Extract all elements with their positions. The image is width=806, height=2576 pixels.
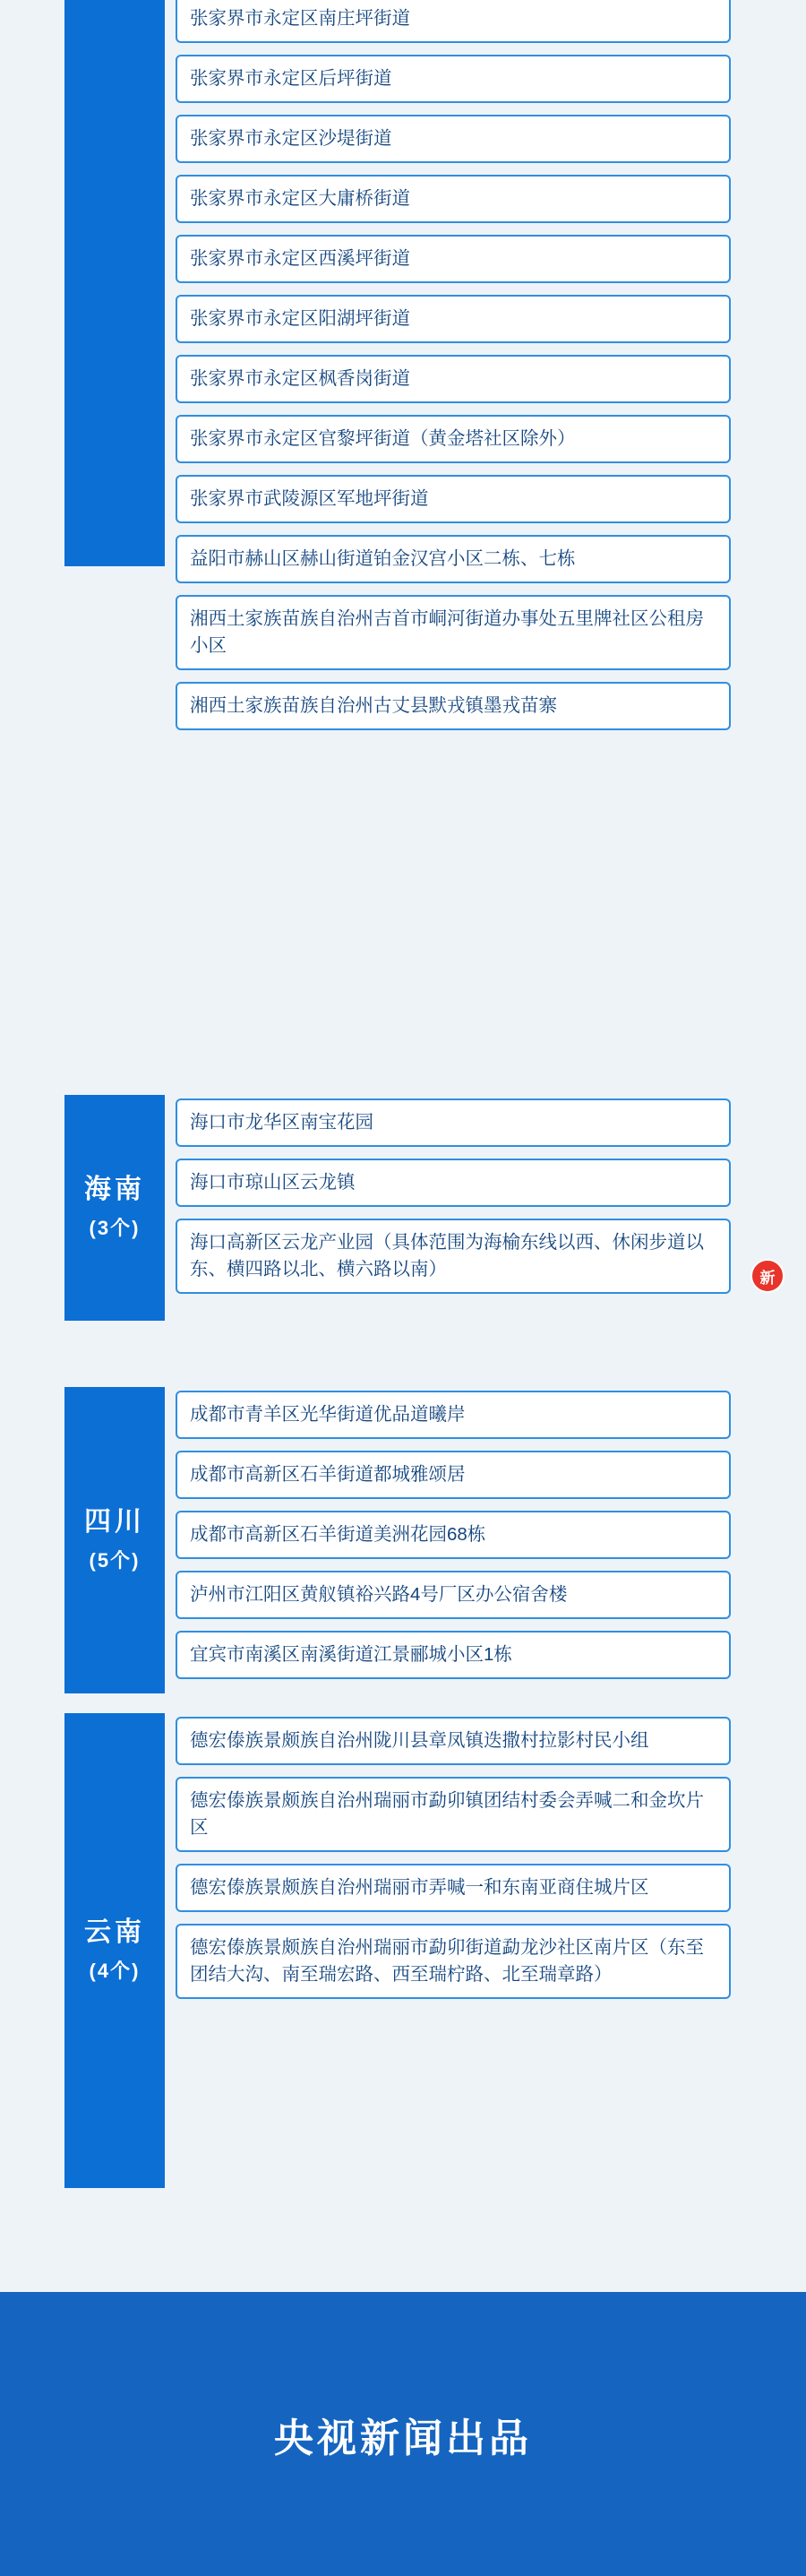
footer-gap	[0, 2213, 806, 2292]
list-item[interactable]: 张家界市永定区沙堤街道	[176, 115, 731, 163]
footer-bar	[0, 2292, 806, 2576]
list-item[interactable]: 海口市琼山区云龙镇	[176, 1159, 731, 1207]
list-item[interactable]: 张家界市永定区后坪街道	[176, 55, 731, 103]
list-item[interactable]: 张家界市武陵源区军地坪街道	[176, 475, 731, 523]
province-name: 云南	[84, 1917, 145, 1947]
item-list-sichuan	[176, 1391, 731, 1691]
item-list-1	[176, 0, 731, 742]
list-item[interactable]: 德宏傣族景颇族自治州瑞丽市勐卯镇团结村委会弄喊二和金坎片区	[176, 1777, 731, 1852]
list-item[interactable]: 湘西土家族苗族自治州古丈县默戎镇墨戎苗寨	[176, 682, 731, 730]
list-item[interactable]: 德宏傣族景颇族自治州瑞丽市弄喊一和东南亚商住城片区	[176, 1864, 731, 1912]
province-name: 海南	[84, 1175, 145, 1204]
item-list-yunnan	[176, 1717, 731, 2011]
province-label-yunnan	[64, 1713, 165, 2188]
list-item[interactable]: 成都市高新区石羊街道都城雅颂居	[176, 1451, 731, 1499]
list-item[interactable]: 宜宾市南溪区南溪街道江景郦城小区1栋	[176, 1631, 731, 1679]
list-item[interactable]: 湘西土家族苗族自治州吉首市峒河街道办事处五里牌社区公租房小区	[176, 595, 731, 670]
list-item[interactable]: 益阳市赫山区赫山街道铂金汉宫小区二栋、七栋	[176, 535, 731, 583]
province-count: (3个)	[89, 1217, 141, 1239]
province-label-hainan	[64, 1095, 165, 1321]
list-item[interactable]: 成都市高新区石羊街道美洲花园68栋	[176, 1511, 731, 1559]
list-item[interactable]: 张家界市永定区枫香岗街道	[176, 355, 731, 403]
list-item[interactable]: 张家界市永定区西溪坪街道	[176, 235, 731, 283]
list-item[interactable]: 泸州市江阳区黄舣镇裕兴路4号厂区办公宿舍楼	[176, 1571, 731, 1619]
new-badge-icon: 新	[750, 1259, 785, 1293]
footer-title: 央视新闻出品	[274, 2416, 532, 2460]
item-list-hainan	[176, 1098, 731, 1305]
list-item[interactable]: 张家界市永定区官黎坪街道（黄金塔社区除外）	[176, 415, 731, 463]
province-count: (5个)	[89, 1549, 141, 1572]
list-item[interactable]: 德宏傣族景颇族自治州陇川县章凤镇迭撒村拉影村民小组	[176, 1717, 731, 1765]
list-item[interactable]: 张家界市永定区阳湖坪街道	[176, 295, 731, 343]
list-item[interactable]: 张家界市永定区南庄坪街道	[176, 0, 731, 43]
list-item[interactable]: 海口高新区云龙产业园（具体范围为海榆东线以西、休闲步道以东、横四路以北、横六路以南）	[176, 1219, 731, 1294]
list-item[interactable]: 海口市龙华区南宝花园	[176, 1098, 731, 1147]
province-name: 四川	[84, 1507, 145, 1537]
list-item[interactable]: 德宏傣族景颇族自治州瑞丽市勐卯街道勐龙沙社区南片区（东至团结大沟、南至瑞宏路、西至瑞柠路、北至瑞章路）	[176, 1924, 731, 1999]
list-item[interactable]: 成都市青羊区光华街道优品道曦岸	[176, 1391, 731, 1439]
province-rail-1	[64, 0, 165, 566]
list-item[interactable]: 张家界市永定区大庸桥街道	[176, 175, 731, 223]
province-label-sichuan	[64, 1387, 165, 1693]
province-count: (4个)	[89, 1960, 141, 1982]
